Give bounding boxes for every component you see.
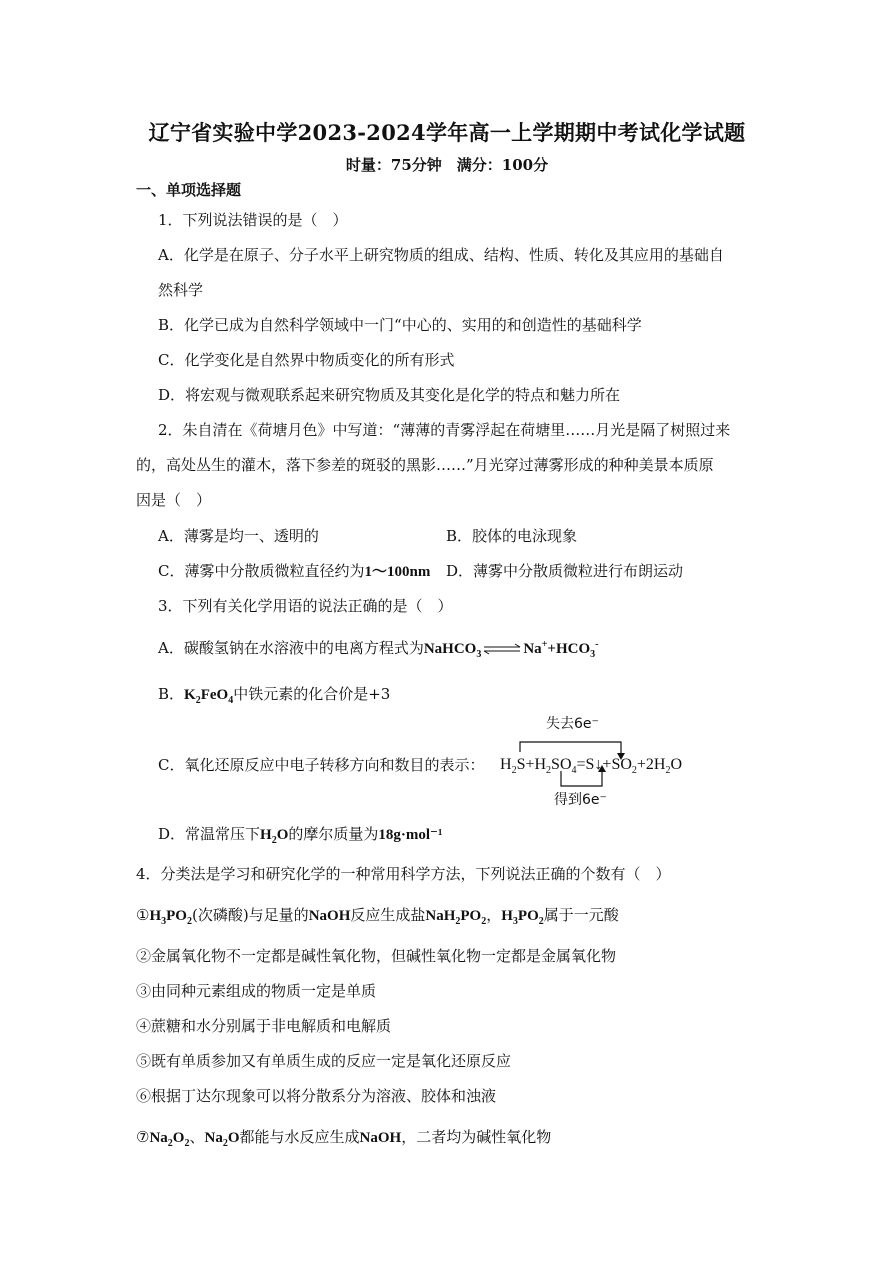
q1-option-b: B．化学已成为自然科学领域中一门“中心的、实用的和创造性的基础科学 [158,316,642,334]
q4-s7-end: ，二者均为碱性氧化物 [401,1128,552,1146]
q2-stem-2: 的，高处丛生的灌木，落下参差的斑驳的黑影……”月光穿过薄雾形成的种种美景本质原 [136,456,714,474]
q1-option-c: C．化学变化是自然界中物质变化的所有形式 [158,351,455,369]
q1-option-a-cont: 然科学 [158,281,204,299]
q4-s1-mid2: 反应生成盐 [350,906,426,924]
section-title: 一、单项选择题 [136,181,242,199]
q2-stem-3: 因是（ ） [136,491,212,509]
q4-statement-3: ③由同种元素组成的物质一定是单质 [136,982,377,1000]
q2-option-d: D．薄雾中分散质微粒进行布朗运动 [446,562,684,580]
q4-statement-5: ⑤既有单质参加又有单质生成的反应一定是氧化还原反应 [136,1052,512,1070]
q3-option-b: B．$K_2FeO_4$中铁元素的化合价是+3 [158,685,391,706]
q3-option-a [158,638,598,659]
q1-stem: 1．下列说法错误的是（ ） [158,211,348,229]
q1-option-a: A．化学是在原子、分子水平上研究物质的组成、结构、性质、转化及其应用的基础自 [158,246,724,264]
q3-stem: 3．下列有关化学用语的说法正确的是（ ） [158,597,453,615]
q3-option-a-text: A．碳酸氢钠在水溶液中的电离方程式为 [158,639,424,657]
q4-s1-end: 属于一元酸 [543,906,619,924]
q2-option-c-range: 1～100nm [364,564,431,580]
q3-formula-k2feo4: $K_2FeO_4$ [184,687,234,706]
redox-equation: $H_2S+H_2SO_4=S↓+SO_2+2H_2O$ [500,756,683,777]
q2-option-c [158,561,430,582]
q3-option-d [158,824,442,845]
q3-molar-mass: 18g·mol⁻¹ [378,827,443,843]
page-subtitle: 时量：75分钟 满分：100分 [345,156,549,174]
q2-option-c-text: C．薄雾中分散质微粒直径约为 [158,562,365,580]
q1-option-d: D．将宏观与微观联系起来研究物质及其变化是化学的特点和魅力所在 [158,386,621,404]
q3-option-d-mid: 的摩尔质量为 [288,825,379,843]
q2-option-b: B．胶体的电泳现象 [446,527,578,545]
q3-equation-a: NaHCO$_3$ [423,641,482,660]
q2-option-a: A．薄雾是均一、透明的 [158,527,319,545]
q3-equation-a-products: $Na^++HCO_3^-$ [523,639,599,660]
q4-statement-2: ②金属氧化物不一定都是碱性氧化物，但碱性氧化物一定都是金属氧化物 [136,947,617,965]
electron-transfer-diagram [498,714,708,810]
electron-lost-label: 失去6e⁻ [546,716,599,732]
q4-statement-7: $⑦Na_2O_2$、$Na_2O$都能与水反应生成NaOH，二者均为碱性氧化物 [136,1128,552,1149]
q3-option-c: C．氧化还原反应中电子转移方向和数目的表示： [158,756,485,774]
q4-statement-6: ⑥根据丁达尔现象可以将分散系分为溶液、胶体和浊液 [136,1087,497,1105]
q2-stem-1: 2．朱自清在《荷塘月色》中写道：“薄薄的青雾浮起在荷塘里……月光是隔了树照过来 [158,421,731,439]
q4-s1-mid1: (次磷酸)与足量的 [191,906,309,924]
q4-s7-mid: 都能与水反应生成 [239,1128,360,1146]
q3-option-d-text: D．常温常压下 [158,825,261,843]
q3-formula-h2o: $H_2O$ [260,827,289,846]
equilibrium-arrow-icon [482,643,522,655]
q4-statement-1: $①H_3PO_2$(次磷酸)与足量的NaOH反应生成盐$NaH_2PO_2$，$H_3PO_2$属于一元酸 [136,906,619,927]
page-title: 辽宁省实验中学2023-2024学年高一上学期期中考试化学试题 [148,120,746,145]
q3-option-b-text: 中铁元素的化合价是+3 [233,685,391,703]
electron-gain-label: 得到6e⁻ [554,792,607,808]
q4-stem: 4．分类法是学习和研究化学的一种常用科学方法，下列说法正确的个数有（ ） [136,865,671,883]
q4-statement-4: ④蔗糖和水分别属于非电解质和电解质 [136,1017,392,1035]
